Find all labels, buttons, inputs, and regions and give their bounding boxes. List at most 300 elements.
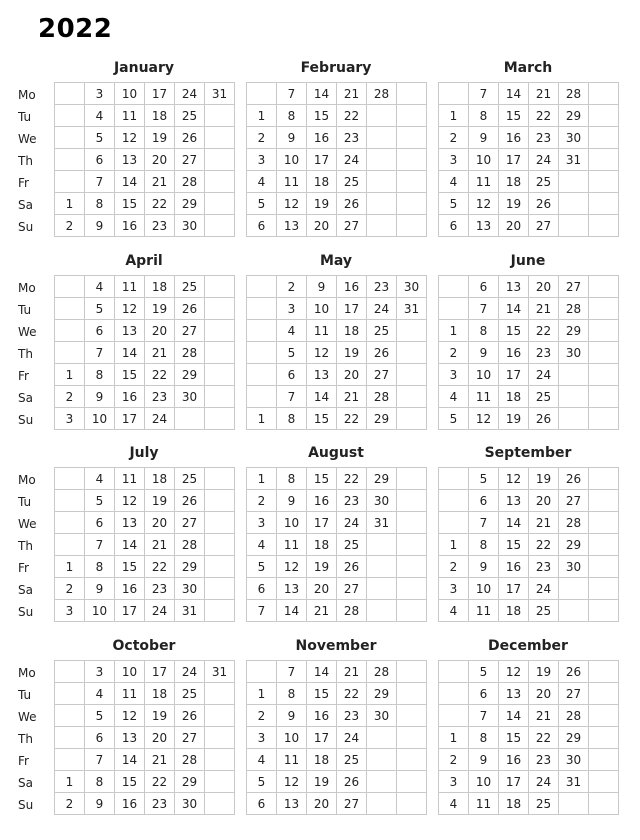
date-cell: 6 — [85, 512, 115, 534]
date-cell — [589, 600, 619, 622]
date-cell: 7 — [247, 600, 277, 622]
date-cell: 18 — [145, 276, 175, 298]
date-cell: 8 — [85, 556, 115, 578]
week-row — [55, 793, 235, 815]
date-cell: 23 — [367, 276, 397, 298]
week-row — [439, 276, 619, 298]
date-cell: 12 — [115, 490, 145, 512]
date-cell: 23 — [145, 386, 175, 408]
month-title: August — [308, 445, 364, 461]
date-cell: 21 — [307, 600, 337, 622]
date-cell: 21 — [337, 386, 367, 408]
date-cell: 28 — [559, 512, 589, 534]
date-cell: 25 — [367, 320, 397, 342]
date-cell: 7 — [469, 298, 499, 320]
date-cell: 15 — [115, 556, 145, 578]
date-cell — [397, 386, 427, 408]
date-cell — [367, 215, 397, 237]
date-cell: 10 — [469, 364, 499, 386]
week-row — [439, 83, 619, 105]
date-cell — [589, 364, 619, 386]
date-cell — [589, 578, 619, 600]
date-cell: 9 — [469, 556, 499, 578]
date-cell: 29 — [559, 320, 589, 342]
day-label: Th — [18, 539, 33, 553]
week-row — [439, 105, 619, 127]
date-cell: 6 — [247, 578, 277, 600]
date-cell — [367, 771, 397, 793]
month-table — [246, 275, 427, 430]
date-cell: 25 — [337, 749, 367, 771]
date-cell — [205, 683, 235, 705]
date-cell: 11 — [115, 683, 145, 705]
date-cell: 6 — [247, 215, 277, 237]
date-cell: 8 — [469, 320, 499, 342]
date-cell — [397, 556, 427, 578]
week-row — [247, 490, 427, 512]
week-row — [55, 468, 235, 490]
date-cell: 4 — [247, 534, 277, 556]
date-cell: 13 — [115, 320, 145, 342]
date-cell: 23 — [145, 793, 175, 815]
date-cell: 3 — [247, 149, 277, 171]
date-cell: 30 — [175, 215, 205, 237]
date-cell: 7 — [277, 661, 307, 683]
date-cell: 18 — [499, 171, 529, 193]
date-cell — [397, 468, 427, 490]
week-row — [55, 705, 235, 727]
week-row — [55, 386, 235, 408]
date-cell — [55, 83, 85, 105]
week-row — [55, 105, 235, 127]
day-label: Fr — [18, 561, 29, 575]
date-cell: 26 — [529, 193, 559, 215]
week-row — [247, 342, 427, 364]
date-cell: 4 — [439, 386, 469, 408]
date-cell — [397, 342, 427, 364]
date-cell — [397, 83, 427, 105]
date-cell: 3 — [439, 364, 469, 386]
date-cell: 29 — [175, 771, 205, 793]
date-cell — [55, 171, 85, 193]
date-cell: 2 — [439, 556, 469, 578]
date-cell — [439, 512, 469, 534]
date-cell — [589, 127, 619, 149]
week-row — [439, 556, 619, 578]
date-cell — [247, 298, 277, 320]
date-cell: 8 — [469, 105, 499, 127]
date-cell: 30 — [559, 556, 589, 578]
date-cell: 2 — [247, 705, 277, 727]
date-cell: 29 — [559, 727, 589, 749]
week-row — [439, 771, 619, 793]
date-cell — [397, 578, 427, 600]
date-cell: 5 — [85, 490, 115, 512]
date-cell: 23 — [529, 342, 559, 364]
date-cell: 26 — [175, 127, 205, 149]
date-cell: 29 — [559, 534, 589, 556]
date-cell — [205, 600, 235, 622]
month-table — [438, 467, 619, 622]
date-cell: 30 — [175, 793, 205, 815]
date-cell — [559, 386, 589, 408]
week-row — [247, 386, 427, 408]
date-cell: 12 — [115, 705, 145, 727]
week-row — [247, 793, 427, 815]
day-label: Mo — [18, 281, 36, 295]
date-cell: 8 — [85, 193, 115, 215]
date-cell — [55, 705, 85, 727]
date-cell — [205, 727, 235, 749]
day-label: Mo — [18, 473, 36, 487]
date-cell: 27 — [337, 215, 367, 237]
date-cell: 24 — [529, 149, 559, 171]
week-row — [439, 386, 619, 408]
date-cell — [205, 408, 235, 430]
date-cell: 29 — [367, 408, 397, 430]
date-cell — [559, 171, 589, 193]
date-cell — [559, 215, 589, 237]
date-cell: 10 — [277, 149, 307, 171]
date-cell: 27 — [175, 512, 205, 534]
date-cell: 24 — [529, 364, 559, 386]
week-row — [247, 320, 427, 342]
date-cell — [589, 171, 619, 193]
date-cell: 14 — [307, 386, 337, 408]
date-cell — [367, 534, 397, 556]
day-label: Tu — [18, 495, 32, 509]
date-cell: 23 — [145, 578, 175, 600]
week-row — [439, 727, 619, 749]
date-cell: 26 — [175, 705, 205, 727]
date-cell: 5 — [85, 127, 115, 149]
date-cell: 7 — [469, 83, 499, 105]
date-cell: 4 — [439, 600, 469, 622]
week-row — [247, 149, 427, 171]
date-cell: 12 — [115, 127, 145, 149]
date-cell — [55, 534, 85, 556]
date-cell: 6 — [85, 320, 115, 342]
date-cell — [397, 705, 427, 727]
week-row — [55, 215, 235, 237]
date-cell: 8 — [277, 468, 307, 490]
date-cell — [247, 320, 277, 342]
date-cell: 27 — [175, 727, 205, 749]
date-cell: 10 — [469, 149, 499, 171]
date-cell: 13 — [277, 215, 307, 237]
date-cell: 18 — [307, 534, 337, 556]
date-cell — [247, 276, 277, 298]
date-cell: 11 — [469, 793, 499, 815]
day-label: Tu — [18, 303, 32, 317]
date-cell: 2 — [439, 749, 469, 771]
week-row — [439, 193, 619, 215]
date-cell: 22 — [145, 364, 175, 386]
date-cell: 25 — [529, 171, 559, 193]
date-cell: 31 — [175, 600, 205, 622]
week-row — [55, 408, 235, 430]
week-row — [55, 578, 235, 600]
date-cell: 19 — [499, 193, 529, 215]
date-cell: 3 — [85, 83, 115, 105]
date-cell — [55, 105, 85, 127]
date-cell — [205, 215, 235, 237]
date-cell: 4 — [247, 171, 277, 193]
date-cell: 28 — [559, 705, 589, 727]
week-row — [55, 556, 235, 578]
date-cell — [589, 512, 619, 534]
date-cell: 10 — [277, 512, 307, 534]
date-cell — [247, 83, 277, 105]
date-cell: 10 — [469, 578, 499, 600]
date-cell — [205, 320, 235, 342]
date-cell: 28 — [367, 661, 397, 683]
date-cell: 15 — [499, 534, 529, 556]
date-cell — [55, 512, 85, 534]
date-cell: 8 — [277, 683, 307, 705]
date-cell: 30 — [559, 342, 589, 364]
date-cell: 2 — [55, 386, 85, 408]
date-cell — [55, 342, 85, 364]
date-cell: 11 — [277, 534, 307, 556]
date-cell — [55, 127, 85, 149]
date-cell: 20 — [529, 276, 559, 298]
month-title: October — [112, 638, 176, 654]
date-cell: 10 — [85, 408, 115, 430]
date-cell: 24 — [529, 578, 559, 600]
day-label: We — [18, 325, 37, 339]
date-cell — [439, 683, 469, 705]
date-cell: 22 — [529, 534, 559, 556]
date-cell: 5 — [439, 193, 469, 215]
date-cell: 21 — [529, 705, 559, 727]
date-cell — [559, 364, 589, 386]
date-cell: 16 — [115, 578, 145, 600]
day-label: Fr — [18, 369, 29, 383]
date-cell: 16 — [115, 793, 145, 815]
date-cell: 27 — [337, 578, 367, 600]
date-cell: 14 — [115, 749, 145, 771]
date-cell: 15 — [499, 105, 529, 127]
date-cell: 18 — [499, 600, 529, 622]
date-cell: 7 — [277, 83, 307, 105]
day-label: Su — [18, 220, 34, 234]
month-title: April — [125, 253, 163, 269]
date-cell: 17 — [145, 661, 175, 683]
week-row — [247, 468, 427, 490]
date-cell: 19 — [529, 468, 559, 490]
date-cell: 28 — [559, 298, 589, 320]
date-cell: 19 — [145, 127, 175, 149]
week-row — [55, 771, 235, 793]
date-cell: 26 — [367, 342, 397, 364]
date-cell — [439, 276, 469, 298]
week-row — [55, 149, 235, 171]
date-cell: 16 — [499, 127, 529, 149]
date-cell: 11 — [277, 171, 307, 193]
date-cell: 23 — [337, 127, 367, 149]
date-cell: 3 — [277, 298, 307, 320]
date-cell: 17 — [499, 578, 529, 600]
date-cell: 23 — [529, 749, 559, 771]
date-cell — [205, 193, 235, 215]
date-cell — [205, 386, 235, 408]
date-cell — [205, 149, 235, 171]
month-table — [54, 82, 235, 237]
date-cell: 3 — [439, 149, 469, 171]
date-cell: 20 — [307, 793, 337, 815]
week-row — [439, 683, 619, 705]
date-cell — [367, 105, 397, 127]
date-cell: 15 — [499, 320, 529, 342]
date-cell — [397, 149, 427, 171]
day-label: Sa — [18, 776, 33, 790]
date-cell: 26 — [337, 771, 367, 793]
date-cell: 24 — [175, 661, 205, 683]
week-row — [439, 215, 619, 237]
date-cell — [55, 276, 85, 298]
date-cell — [559, 793, 589, 815]
date-cell — [367, 127, 397, 149]
date-cell: 21 — [145, 534, 175, 556]
date-cell — [589, 149, 619, 171]
date-cell: 1 — [247, 683, 277, 705]
date-cell: 7 — [85, 749, 115, 771]
date-cell: 11 — [115, 105, 145, 127]
date-cell: 5 — [277, 342, 307, 364]
date-cell: 29 — [367, 468, 397, 490]
date-cell — [397, 661, 427, 683]
date-cell: 2 — [55, 215, 85, 237]
date-cell: 12 — [469, 408, 499, 430]
date-cell: 30 — [175, 386, 205, 408]
date-cell: 16 — [115, 215, 145, 237]
date-cell — [559, 600, 589, 622]
week-row — [55, 727, 235, 749]
date-cell: 19 — [499, 408, 529, 430]
date-cell: 30 — [397, 276, 427, 298]
date-cell: 14 — [499, 83, 529, 105]
date-cell: 1 — [55, 771, 85, 793]
date-cell: 1 — [247, 468, 277, 490]
date-cell: 5 — [439, 408, 469, 430]
date-cell — [205, 578, 235, 600]
date-cell: 13 — [115, 149, 145, 171]
date-cell: 3 — [55, 408, 85, 430]
month-title: December — [488, 638, 568, 654]
day-label: Tu — [18, 688, 32, 702]
week-row — [247, 215, 427, 237]
date-cell: 5 — [85, 298, 115, 320]
date-cell — [55, 490, 85, 512]
date-cell: 3 — [85, 661, 115, 683]
date-cell — [205, 749, 235, 771]
date-cell: 29 — [559, 105, 589, 127]
date-cell — [205, 771, 235, 793]
date-cell: 4 — [277, 320, 307, 342]
week-row — [439, 468, 619, 490]
date-cell — [205, 793, 235, 815]
date-cell: 15 — [115, 771, 145, 793]
date-cell: 9 — [85, 578, 115, 600]
date-cell — [367, 171, 397, 193]
date-cell: 15 — [499, 727, 529, 749]
date-cell: 17 — [337, 298, 367, 320]
date-cell: 25 — [175, 105, 205, 127]
week-row — [55, 749, 235, 771]
week-row — [247, 749, 427, 771]
date-cell: 28 — [367, 386, 397, 408]
date-cell: 27 — [559, 683, 589, 705]
year-title: 2022 — [38, 14, 113, 44]
date-cell: 16 — [499, 556, 529, 578]
date-cell: 23 — [337, 490, 367, 512]
date-cell — [589, 556, 619, 578]
date-cell: 20 — [499, 215, 529, 237]
date-cell: 24 — [175, 83, 205, 105]
date-cell — [205, 171, 235, 193]
date-cell: 22 — [529, 320, 559, 342]
date-cell: 25 — [529, 600, 559, 622]
date-cell: 11 — [307, 320, 337, 342]
week-row — [247, 276, 427, 298]
date-cell: 25 — [175, 276, 205, 298]
date-cell — [589, 468, 619, 490]
date-cell: 1 — [55, 364, 85, 386]
date-cell — [589, 661, 619, 683]
month-table — [438, 660, 619, 815]
date-cell — [589, 386, 619, 408]
date-cell: 13 — [307, 364, 337, 386]
date-cell: 15 — [115, 193, 145, 215]
date-cell: 1 — [55, 193, 85, 215]
date-cell: 25 — [337, 534, 367, 556]
date-cell: 1 — [439, 534, 469, 556]
date-cell: 14 — [115, 171, 145, 193]
date-cell — [205, 364, 235, 386]
week-row — [55, 193, 235, 215]
date-cell: 23 — [529, 127, 559, 149]
week-row — [247, 512, 427, 534]
date-cell: 19 — [307, 556, 337, 578]
date-cell — [397, 793, 427, 815]
date-cell: 6 — [85, 727, 115, 749]
date-cell: 9 — [85, 793, 115, 815]
date-cell: 6 — [469, 276, 499, 298]
date-cell: 13 — [115, 727, 145, 749]
date-cell — [439, 468, 469, 490]
date-cell: 21 — [145, 342, 175, 364]
date-cell: 14 — [307, 661, 337, 683]
date-cell: 21 — [337, 661, 367, 683]
date-cell — [205, 468, 235, 490]
date-cell: 4 — [85, 276, 115, 298]
date-cell — [397, 534, 427, 556]
day-label: Su — [18, 605, 34, 619]
day-label: We — [18, 132, 37, 146]
date-cell — [205, 705, 235, 727]
date-cell: 25 — [529, 793, 559, 815]
date-cell — [367, 149, 397, 171]
date-cell: 11 — [115, 468, 145, 490]
date-cell: 20 — [145, 512, 175, 534]
date-cell: 18 — [145, 468, 175, 490]
date-cell — [397, 105, 427, 127]
week-row — [247, 534, 427, 556]
date-cell: 31 — [205, 661, 235, 683]
date-cell: 5 — [247, 193, 277, 215]
date-cell: 2 — [247, 490, 277, 512]
